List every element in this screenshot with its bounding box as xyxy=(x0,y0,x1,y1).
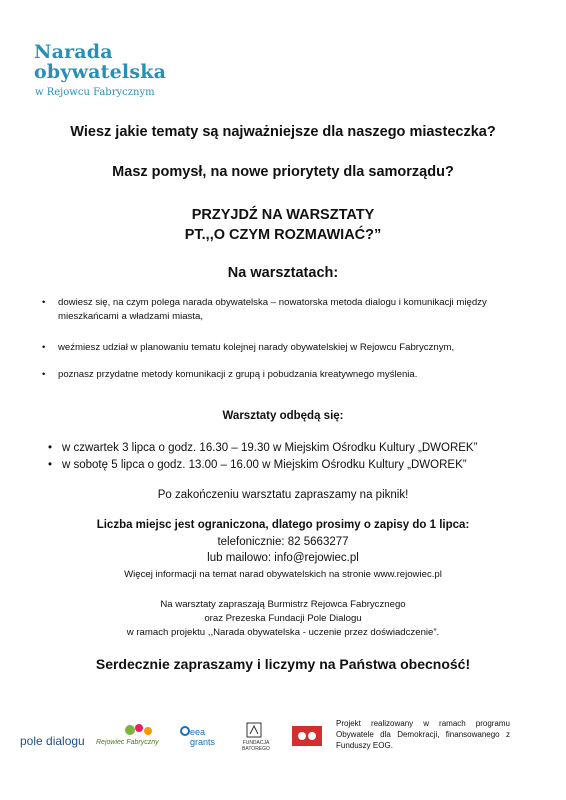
bullet-icon: • xyxy=(48,459,53,471)
bullet-text: dowiesz się, na czym polega narada obywatelska – nowatorska metoda dialogu i komunikacji między mieszkańcami a władzami miasta, xyxy=(58,297,487,322)
schedule-text: w czwartek 3 lipca o godz. 16.30 – 19.30 w Miejskim Ośrodku Kultury „DWOREK” xyxy=(62,442,478,454)
obywatele-icon xyxy=(292,724,324,748)
logo-title-line1: Narada xyxy=(34,41,113,63)
pole-dialogu-logo xyxy=(20,734,85,748)
organizers-line2: oraz Prezeska Fundacji Pole Dialogu xyxy=(204,613,362,624)
registration-phone: telefonicznie: 82 5663277 xyxy=(217,536,349,548)
schedule-heading: Warsztaty odbędą się: xyxy=(222,410,344,422)
registration-heading: Liczba miejsc jest ograniczona, dlatego prosimy o zapisy do 1 lipca: xyxy=(96,519,470,531)
bullet-icon: • xyxy=(42,369,46,380)
invite-line1: PRZYJDŹ NA WARSZTATY xyxy=(191,207,375,223)
bullet-icon: • xyxy=(42,297,46,308)
invite-heading xyxy=(0,205,566,245)
schedule-text: w sobotę 5 lipca o godz. 13.00 – 16.00 w Miejskim Ośrodku Kultury „DWOREK” xyxy=(62,459,467,471)
flower-icon xyxy=(122,722,156,740)
rejowiec-logo xyxy=(96,722,174,752)
bullet-icon: • xyxy=(48,442,53,454)
list-item xyxy=(42,341,522,357)
logo-subtitle: w Rejowcu Fabrycznym xyxy=(35,87,155,98)
more-info: Więcej informacji na temat narad obywatelskich na stronie www.rejowiec.pl xyxy=(124,569,442,580)
invite-line2: PT.,,O CZYM ROZMAWIAĆ?” xyxy=(184,227,382,243)
bullet-text: poznasz przydatne metody komunikacji z grupą i pobudzania kreatywnego myślenia. xyxy=(58,369,418,380)
closing-text: Serdecznie zapraszamy i liczymy na Państwa obecność! xyxy=(95,656,471,672)
question-1: Wiesz jakie tematy są najważniejsze dla naszego miasteczka? xyxy=(70,124,496,140)
eea-grants-logo xyxy=(180,722,222,752)
bullet-text: weźmiesz udział w planowaniu tematu kolejnej narady obywatelskiej w Rejowcu Fabrycznym, xyxy=(58,342,455,353)
narada-logo-title xyxy=(34,42,166,82)
list-item xyxy=(42,296,522,326)
eea-text: eea grants xyxy=(190,727,216,747)
question-2: Masz pomysł, na nowe priorytety dla samorządu? xyxy=(112,164,454,180)
rejowiec-text: Rejowiec Fabryczny xyxy=(96,739,159,746)
picnic-text: Po zakończeniu warsztatu zapraszamy na piknik! xyxy=(157,489,409,501)
fundacja-text: FUNDACJA BATOREGO xyxy=(242,740,270,752)
project-note: Projekt realizowany w ramach programu Obywatele dla Demokracji, finansowanego z Funduszy EOG. xyxy=(336,719,510,750)
schedule-item xyxy=(48,459,528,475)
workshop-heading: Na warsztatach: xyxy=(227,265,339,281)
list-item xyxy=(42,368,522,384)
fundacja-logo xyxy=(236,722,276,756)
eea-icon xyxy=(180,726,190,736)
schedule-item xyxy=(48,442,528,458)
fundacja-icon xyxy=(246,722,262,738)
obywatele-logo xyxy=(292,724,324,753)
organizers-line1: Na warsztaty zapraszają Burmistrz Rejowca Fabrycznego xyxy=(160,599,406,610)
bullet-icon: • xyxy=(42,342,46,353)
logo-title-line2: obywatelska xyxy=(34,61,167,83)
registration-email: lub mailowo: info@rejowiec.pl xyxy=(207,552,359,564)
organizers-line3: w ramach projektu ,,Narada obywatelska - uczenie przez doświadczenie”. xyxy=(126,627,440,638)
pole-dialogu-text: pole dialogu xyxy=(20,734,85,748)
